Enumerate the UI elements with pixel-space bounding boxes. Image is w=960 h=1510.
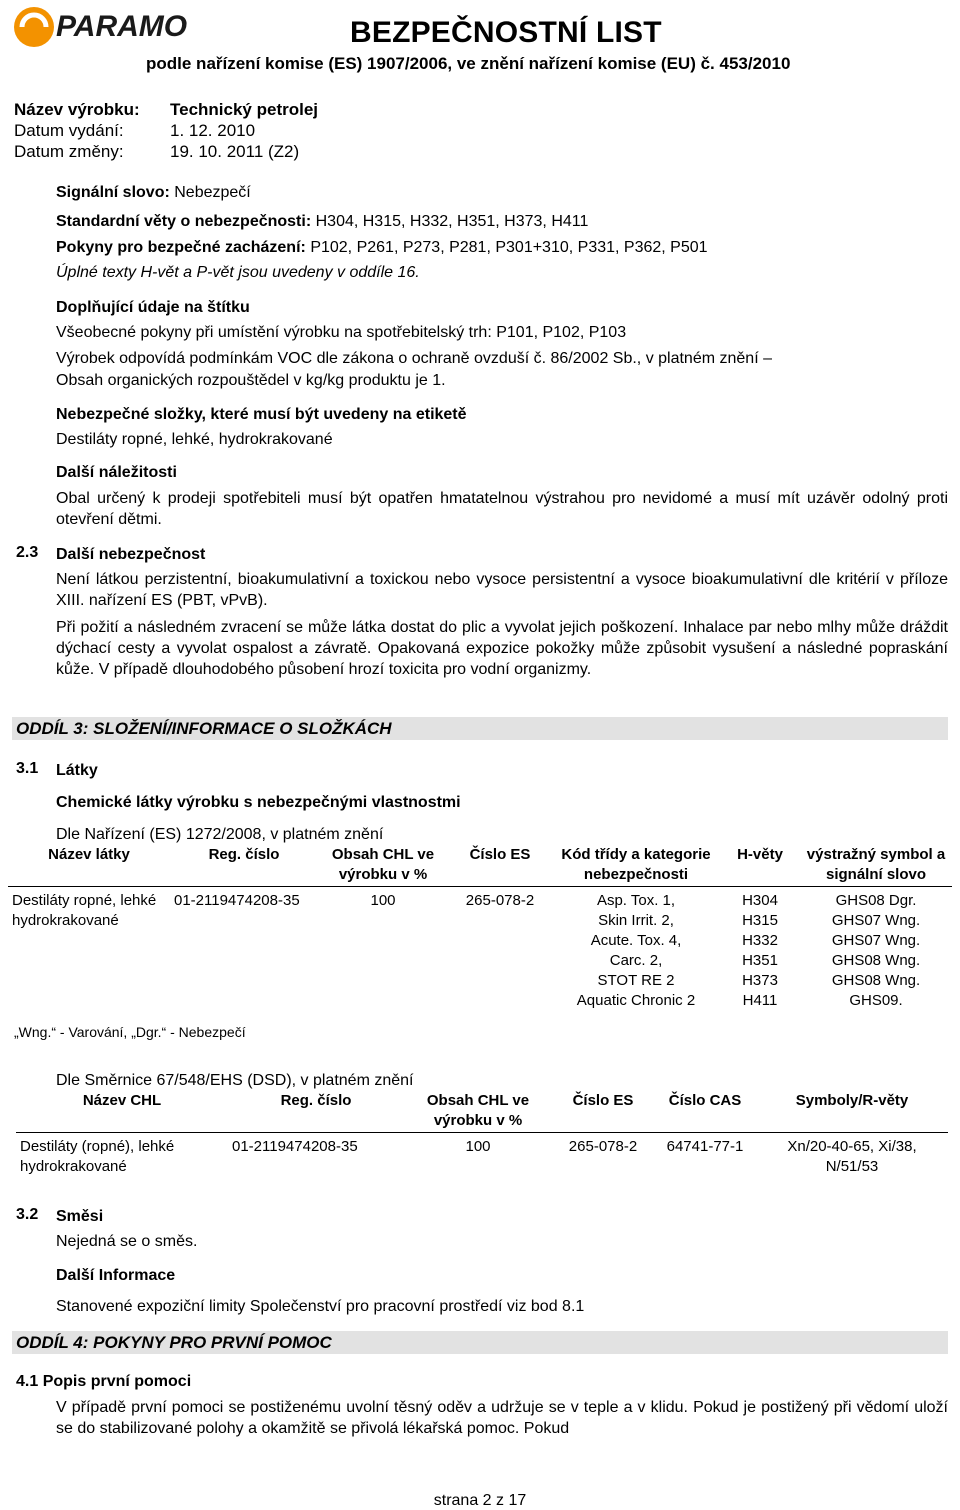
dsd-header-row xyxy=(16,1090,948,1133)
dsd-cell-symbols: Xn/20-40-65, Xi/38, N/51/53 xyxy=(787,1138,917,1175)
dsd-cell-cas: 64741-77-1 xyxy=(666,1138,744,1155)
change-date-row xyxy=(14,142,299,162)
clp-cell-es: 265-078-2 xyxy=(465,892,535,909)
full-texts-note: Úplné texty H-vět a P-vět jsou uvedeny v oddíle 16. xyxy=(56,264,420,281)
product-value: Technický petrolej xyxy=(170,100,319,119)
clp-header: Obsah CHL ve výrobku v % xyxy=(318,844,448,887)
dsd-cell-reg: 01-2119474208-35 xyxy=(232,1138,358,1155)
product-name-row xyxy=(14,100,318,120)
issue-label: Datum vydání: xyxy=(14,121,124,140)
precautionary-statements: Pokyny pro bezpečné zacházení: P102, P261, P273, P281, P301+310, P331, P362, P501 xyxy=(56,239,708,256)
clp-cell-content: 100 xyxy=(370,892,396,909)
extra-line-1: Všeobecné pokyny při umístění výrobku na spotřebitelský trh: P101, P102, P103 xyxy=(56,324,627,341)
clp-note: „Wng.“ - Varování, „Dgr.“ - Nebezpečí xyxy=(14,1024,246,1040)
dsd-header: Název CHL xyxy=(16,1090,228,1133)
clp-header-row xyxy=(8,844,952,887)
other-text: Obal určený k prodeji spotřebiteli musí být opatřen hmatatelnou výstrahou pro nevidomé a musí mít uzávěr odolný proti otevření dětmi. xyxy=(56,490,948,528)
section-3-title: ODDÍL 3: SLOŽENÍ/INFORMACE O SLOŽKÁCH xyxy=(12,717,948,740)
page-number: strana 2 z 17 xyxy=(433,1492,527,1509)
s32-heading: Směsi xyxy=(56,1208,104,1225)
clp-header: Číslo ES xyxy=(448,844,552,887)
table-row xyxy=(8,887,952,1013)
dsd-header: Číslo CAS xyxy=(654,1090,756,1133)
document-title: BEZPEČNOSTNÍ LIST xyxy=(350,16,662,49)
extra-line-3: Obsah organických rozpouštědel v kg/kg produktu je 1. xyxy=(56,372,446,389)
issue-date-row xyxy=(14,121,255,141)
hazard-statements: Standardní věty o nebezpečnosti: H304, H315, H332, H351, H373, H411 xyxy=(56,213,589,230)
product-label: Název výrobku: xyxy=(14,100,140,119)
table-row xyxy=(16,1133,948,1179)
change-value: 19. 10. 2011 (Z2) xyxy=(170,142,300,161)
clp-header: H-věty xyxy=(720,844,800,887)
dsd-cell-content: 100 xyxy=(465,1138,491,1155)
clp-table xyxy=(8,844,952,1012)
s41-text: V případě první pomoci se postiženému uvolní těsný oděv a udržuje se v teple a v klidu. Pokud je postižený při vědomí uloží se do stabilizované polohy a okamžitě se přivolá lékařská pomoc. Pokud xyxy=(56,1399,948,1437)
clp-header: Název látky xyxy=(8,844,170,887)
s32-text: Nejedná se o směs. xyxy=(56,1233,198,1250)
hazardous-components-heading: Nebezpečné složky, které musí být uvedeny na etiketě xyxy=(56,406,467,423)
clp-header: výstražný symbol a signální slovo xyxy=(800,844,952,887)
s32-number: 3.2 xyxy=(16,1206,39,1223)
clp-cell-name: Destiláty ropné, lehké hydrokrakované xyxy=(12,892,157,929)
other-heading: Další náležitosti xyxy=(56,464,177,481)
clp-cell-h: H304 H315 H332 H351 H373 H411 xyxy=(742,892,778,1009)
info-text: Stanovené expoziční limity Společenství pro pracovní prostředí viz bod 8.1 xyxy=(56,1298,585,1315)
s23-para-2: Při požití a následném zvracení se může látka dostat do plic a vyvolat jejich poškození. Inhalace par nebo mlhy může dráždit dýchací cesty a vyvolat ospalost a závratě. Opakovaná expozice pokožky může způsobit vysušení a následné popraskání kůže. V případě dlouhodobého působení hrozí toxicita pro vodní organizmy. xyxy=(56,619,948,678)
clp-cell-classes: Asp. Tox. 1, Skin Irrit. 2, Acute. Tox. 4, Carc. 2, STOT RE 2 Aquatic Chronic 2 xyxy=(576,892,696,1009)
signal-word: Signální slovo: Nebezpečí xyxy=(56,184,251,201)
clp-header: Kód třídy a kategorie nebezpečnosti xyxy=(552,844,720,887)
clp-cell-symbols: GHS08 Dgr. GHS07 Wng. GHS07 Wng. GHS08 Wng. GHS08 Wng. GHS09. xyxy=(831,892,921,1009)
s23-number: 2.3 xyxy=(16,544,39,561)
change-label: Datum změny: xyxy=(14,142,124,161)
extra-line-2: Výrobek odpovídá podmínkám VOC dle zákona o ochraně ovzduší č. 86/2002 Sb., v platném znění – xyxy=(56,350,772,367)
chem-heading: Chemické látky výrobku s nebezpečnými vlastnostmi xyxy=(56,794,461,811)
issue-value: 1. 12. 2010 xyxy=(170,121,256,140)
extra-heading: Doplňující údaje na štítku xyxy=(56,299,250,316)
logo-text: PARAMO xyxy=(56,10,188,43)
dsd-cell-es: 265-078-2 xyxy=(568,1138,638,1155)
s31-number: 3.1 xyxy=(16,760,39,777)
dsd-header: Reg. číslo xyxy=(228,1090,404,1133)
clp-caption: Dle Nařízení (ES) 1272/2008, v platném znění xyxy=(56,826,384,843)
dsd-table xyxy=(16,1090,948,1178)
s23-para-1: Není látkou perzistentní, bioakumulativní a toxickou nebo vysoce persistentní a vysoce bioakumulativní dle kritérií v příloze XIII. nařízení ES (PBT, vPvB). xyxy=(56,571,948,609)
s41-heading: 4.1 Popis první pomoci xyxy=(16,1373,192,1390)
dsd-header: Číslo ES xyxy=(552,1090,654,1133)
paramo-logo xyxy=(12,4,200,50)
s31-heading: Látky xyxy=(56,762,98,779)
dsd-header: Obsah CHL ve výrobku v % xyxy=(404,1090,552,1133)
dsd-caption: Dle Směrnice 67/548/EHS (DSD), v platném znění xyxy=(56,1072,414,1089)
hazardous-components-value: Destiláty ropné, lehké, hydrokrakované xyxy=(56,431,333,448)
dsd-cell-name: Destiláty (ropné), lehké hydrokrakované xyxy=(20,1138,175,1175)
document-subtitle: podle nařízení komise (ES) 1907/2006, ve znění nařízení komise (EU) č. 453/2010 xyxy=(146,54,791,73)
clp-cell-reg: 01-2119474208-35 xyxy=(174,892,300,909)
s23-heading: Další nebezpečnost xyxy=(56,546,206,563)
info-heading: Další Informace xyxy=(56,1267,176,1284)
section-4-title: ODDÍL 4: POKYNY PRO PRVNÍ POMOC xyxy=(12,1331,948,1354)
clp-header: Reg. číslo xyxy=(170,844,318,887)
dsd-header: Symboly/R-věty xyxy=(756,1090,948,1133)
